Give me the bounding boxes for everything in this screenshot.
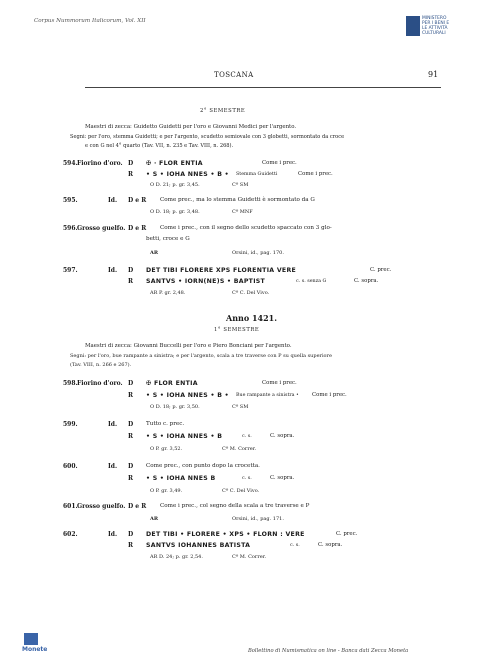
running-head: TOSCANA	[214, 71, 254, 79]
reverse-legend: • S • IOHA NNES • B •	[146, 171, 229, 178]
denomination: Id.	[108, 463, 118, 470]
reverse-small-note: c. s.	[242, 476, 252, 481]
denomination: Fiorino d'oro.	[77, 160, 123, 167]
description: Come i prec., con il segno dello scudetto spaccato con 3 glo-	[160, 225, 332, 231]
mint-signs-line-2: (Tav. VIII, n. 266 e 267).	[70, 362, 132, 368]
reverse-note: Stemma Guidetti	[236, 172, 278, 177]
obverse-marker: D	[128, 160, 134, 167]
coin-metadata: O P. gr. 3,52.	[150, 446, 183, 452]
collection: Cª MNF	[232, 209, 253, 215]
description: Come i prec., col segno della scala a tre traverse e P	[160, 503, 310, 509]
reference: Orsini, id., pag. 171.	[232, 516, 284, 522]
obverse-legend: ✠ FLOR ENTIA	[146, 380, 198, 387]
collection: Cª SM	[232, 182, 249, 188]
mint-signs-line-2: e con G nel 4° quarto (Tav. VII, n. 235 e Tav. VIII, n. 268).	[85, 143, 234, 149]
reverse-marker: R	[128, 171, 133, 178]
reverse-note: C. sopra.	[270, 433, 295, 439]
reverse-marker: R	[128, 542, 133, 549]
obverse-note: C. prec.	[370, 267, 392, 273]
entry-number: 595.	[63, 197, 78, 204]
description: Come prec., ma lo stemma Guidetti è sormontato da G	[160, 197, 315, 203]
reverse-marker: R	[128, 475, 133, 482]
mint-masters: Maestri di zecca: Guidetto Guidetti per l'oro e Giovanni Medici per l'argento.	[85, 124, 297, 130]
header-rule	[85, 87, 441, 88]
collection: Cª C. Del Vivo.	[222, 488, 260, 494]
reference: Orsini, id., pag. 170.	[232, 250, 284, 256]
denomination: Id.	[108, 197, 118, 204]
reverse-small-note: c. s. senza G	[296, 279, 327, 284]
ministry-logo-text: MINISTERO PER I BENI E LE ATTIVITÀ CULTURALI	[422, 16, 450, 36]
denomination: Id.	[108, 421, 118, 428]
ministry-emblem-icon	[406, 16, 420, 36]
year-heading: Anno 1421.	[226, 313, 278, 323]
monete-logo-text: Monete	[22, 646, 48, 653]
mint-signs-line-1: Segni: per l'oro, stemma Guidetti; e per l'argento, scudetto semiovale con 3 globetti, sormontato da croce	[70, 134, 345, 140]
reverse-note: C. sopra.	[270, 475, 295, 481]
obverse-marker: D	[128, 380, 134, 387]
obverse-description: Come prec., con punto dopo la crocetta.	[146, 463, 260, 469]
monete-logo	[22, 633, 52, 655]
reverse-note: C. sopra.	[354, 278, 379, 284]
reverse-note-2: Come i prec.	[298, 171, 333, 177]
footer-text: Bollettino di Numismatica on line - Banca dati Zecca Moneta	[248, 648, 409, 654]
obverse-note: Come i prec.	[262, 160, 297, 166]
reverse-marker: R	[128, 392, 133, 399]
obverse-legend: DET TIBI • FLORERE • XPS • FLORN : VERE	[146, 531, 305, 538]
collection: Cª SM	[232, 404, 249, 410]
reverse-note-2: Come i prec.	[312, 392, 347, 398]
obverse-marker: D	[128, 531, 134, 538]
obverse-note: C. prec.	[336, 531, 358, 537]
collection: Cª C. Del Vivo.	[232, 290, 270, 296]
entry-number: 598.	[63, 380, 78, 387]
entry-number: 602.	[63, 531, 78, 538]
metal-mark: AR	[150, 250, 159, 256]
denomination: Grosso guelfo.	[77, 225, 126, 232]
monete-logo-icon	[24, 633, 38, 645]
reverse-small-note: c. s.	[242, 434, 252, 439]
entry-number: 596.	[63, 225, 78, 232]
coin-metadata: O D. 18; p. gr. 3,48.	[150, 209, 200, 215]
denomination: Id.	[108, 267, 118, 274]
journal-title: Corpus Nummorum Italicorum, Vol. XII	[34, 18, 146, 24]
obverse-marker: D	[128, 421, 134, 428]
obverse-reverse-marker: D e R	[128, 225, 147, 232]
obverse-legend: ✠ · FLOR ENTIA	[146, 160, 203, 167]
reverse-marker: R	[128, 433, 133, 440]
entry-number: 599.	[63, 421, 78, 428]
coin-metadata: AR P. gr. 2,48.	[150, 290, 186, 296]
semester-heading: 1° SEMESTRE	[214, 327, 260, 333]
page-number: 91	[428, 70, 439, 79]
mint-masters: Maestri di zecca: Giovanni Buccelli per l'oro e Piero Bonciani per l'argento.	[85, 343, 292, 349]
obverse-reverse-marker: D e R	[128, 503, 147, 510]
collection: Cª M. Correr.	[222, 446, 257, 452]
metal-mark: AR	[150, 516, 159, 522]
obverse-description: Tutto c. prec.	[146, 421, 185, 427]
reverse-note: Bue rampante a sinistra •	[236, 393, 299, 398]
collection: Cª M. Correr.	[232, 554, 267, 560]
entry-number: 600.	[63, 463, 78, 470]
description-continued: betti, croce e G	[146, 236, 190, 242]
obverse-reverse-marker: D e R	[128, 197, 147, 204]
coin-metadata: O D. 21; p. gr. 3,45.	[150, 182, 200, 188]
entry-number: 594.	[63, 160, 78, 167]
denomination: Grosso guelfo.	[77, 503, 126, 510]
reverse-legend: • S • IOHA NNES • B •	[146, 392, 229, 399]
obverse-legend: DET TIBI FLORERE XPS FLORENTIA VERE	[146, 267, 297, 274]
denomination: Fiorino d'oro.	[77, 380, 123, 387]
ministry-logo	[406, 16, 466, 36]
coin-metadata: O P. gr. 3,49.	[150, 488, 183, 494]
obverse-marker: D	[128, 463, 134, 470]
entry-number: 597.	[63, 267, 78, 274]
coin-metadata: AR D. 24; p. gr. 2,54.	[150, 554, 203, 560]
denomination: Id.	[108, 531, 118, 538]
reverse-marker: R	[128, 278, 133, 285]
mint-signs-line-1: Segni: per l'oro, bue rampante a sinistra; e per l'argento, scala a tre traverse con P su quella superiore	[70, 353, 332, 359]
reverse-legend: • S • IOHA NNES • B	[146, 433, 223, 440]
semester-heading: 2° SEMESTRE	[200, 108, 246, 114]
obverse-marker: D	[128, 267, 134, 274]
reverse-small-note: c. s.	[290, 543, 300, 548]
reverse-note: C. sopra.	[318, 542, 343, 548]
reverse-legend: SANTVS • IORN(NE)S • BAPTIST	[146, 278, 266, 285]
reverse-legend: SANTVS IOHANNES BATISTA	[146, 542, 251, 549]
obverse-note: Come i prec.	[262, 380, 297, 386]
coin-metadata: O D. 18; p. gr. 3,50.	[150, 404, 200, 410]
entry-number: 601.	[63, 503, 78, 510]
reverse-legend: • S • IOHA NNES B	[146, 475, 216, 482]
